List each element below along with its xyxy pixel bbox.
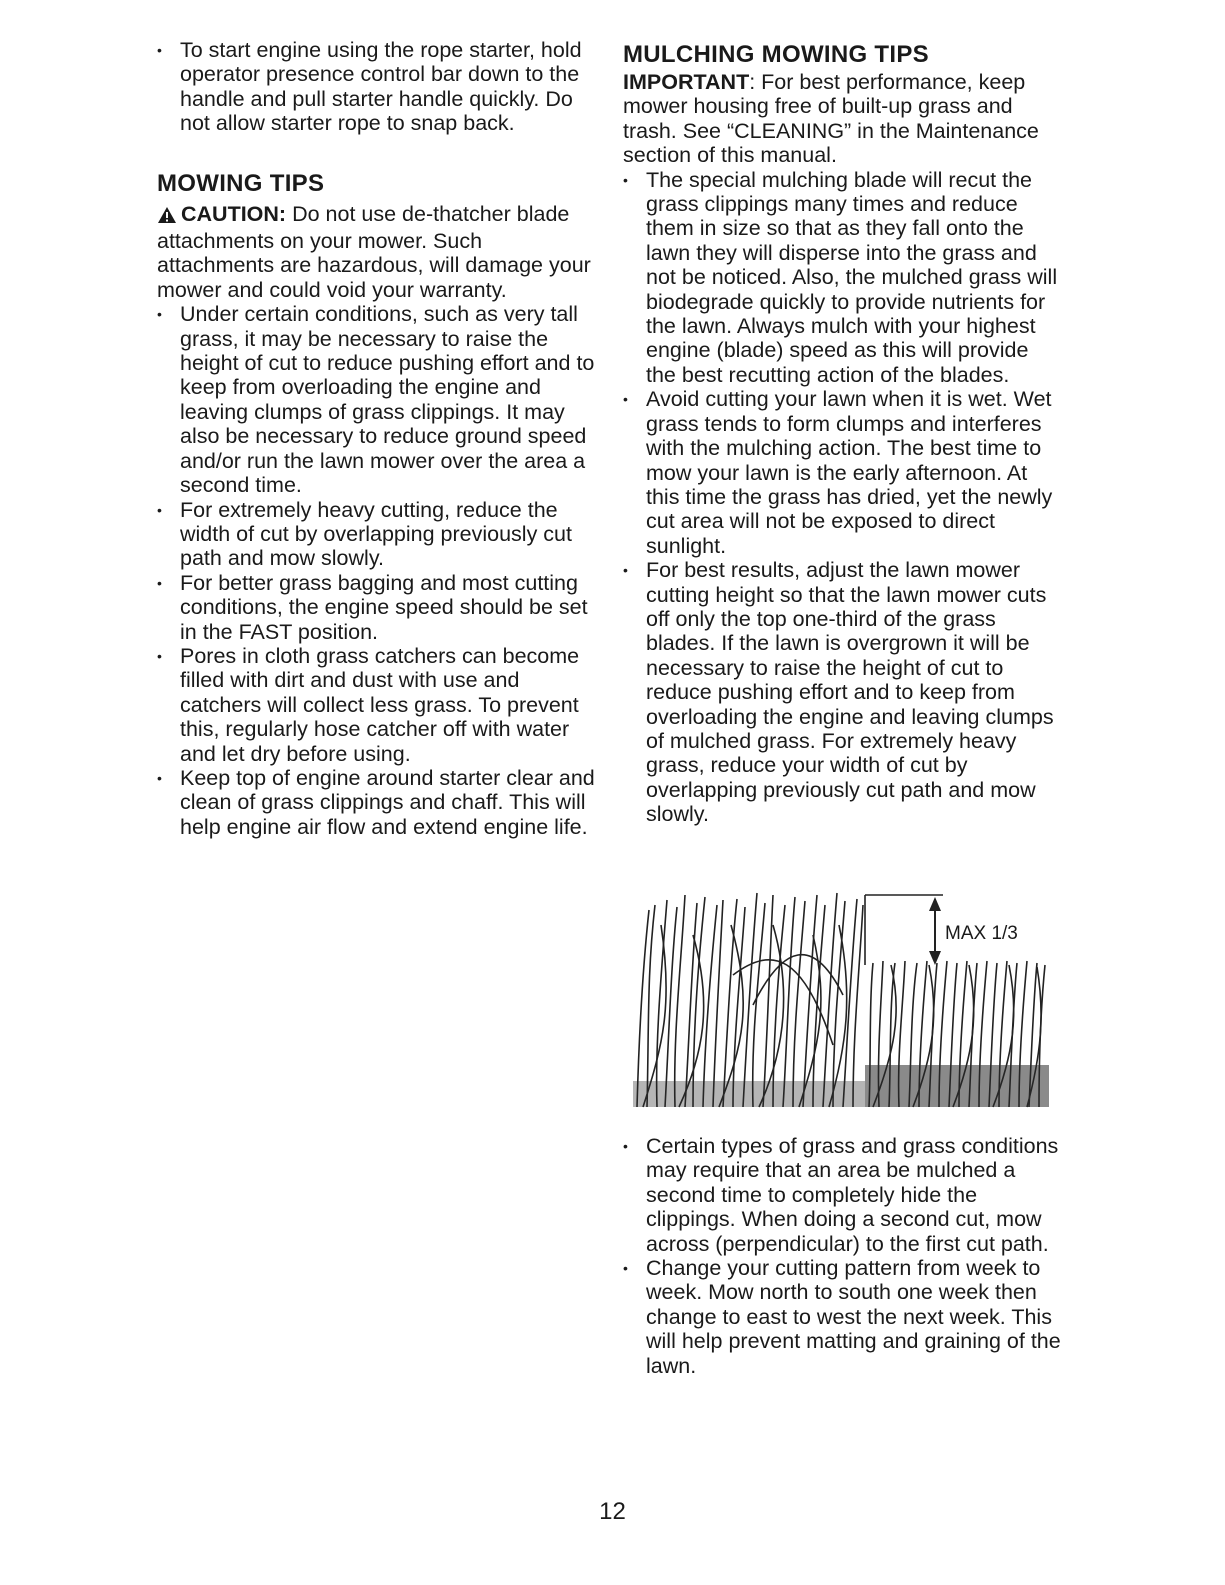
important-label: IMPORTANT: [623, 70, 750, 94]
list-item: • Avoid cutting your lawn when it is wet. Wet grass tends to form clumps and interferes with the mulching action. The best time to mow your lawn is the early afternoon. At this time the grass has dried, yet the newly cut area will not be exposed to direct sunlight.: [623, 387, 1063, 558]
list-item: • For better grass bagging and most cutting conditions, the engine speed should be set in the FAST position.: [157, 571, 597, 644]
list-item: • For best results, adjust the lawn mower cutting height so that the lawn mower cuts off only the top one-third of the grass blades. If the lawn is overgrown it will be necessary to raise the height of cut to reduce pushing effort and to keep from overloading the engine and leaving clumps of mulched grass. For extremely heavy grass, reduce your width of cut by overlapping previously cut path and mow slowly.: [623, 558, 1063, 826]
intro-bullet-list: [157, 38, 597, 136]
list-item: • Keep top of engine around starter clear and clean of grass clippings and chaff. This will help engine air flow and extend engine life.: [157, 766, 597, 839]
page-number: 12: [599, 1498, 626, 1525]
list-item: • For extremely heavy cutting, reduce the width of cut by overlapping previously cut path and mow slowly.: [157, 498, 597, 571]
list-item: • Certain types of grass and grass conditions may require that an area be mulched a second time to completely hide the clippings. When doing a second cut, mow across (perpendicular) to the first cut path.: [623, 1134, 1063, 1256]
mulching-tips-heading: MULCHING MOWING TIPS: [623, 41, 929, 68]
list-item: • Pores in cloth grass catchers can become filled with dirt and dust with use and catchers will collect less grass. To prevent this, regularly hose catcher off with water and let dry before using.: [157, 644, 597, 766]
caution-label: CAUTION:: [181, 201, 287, 226]
caution-paragraph: [157, 202, 597, 303]
important-text: : For best performance, keep mower housing free of built-up grass and trash. See “CLEANING” in the Maintenance section of this manual.: [623, 70, 1039, 168]
important-paragraph: [623, 70, 1063, 168]
mowing-tips-heading: MOWING TIPS: [157, 169, 325, 197]
right-column: [623, 40, 1063, 827]
list-item: • To start engine using the rope starter, hold operator presence control bar down to the handle and pull starter handle quickly. Do not allow starter rope to snap back.: [157, 38, 597, 136]
caution-text: Do not use de-thatcher blade attachments on your mower. Such attachments are hazardous, will damage your mower and could void your warranty.: [157, 201, 591, 302]
list-item: • The special mulching blade will recut the grass clippings many times and reduce them in size so that as they fall onto the lawn they will disperse into the grass and not be noticed. Also, the mulched grass will biodegrade quickly to provide nutrients for the lawn. Always mulch with your highest engine (blade) speed as this will provide the best recutting action of the blades.: [623, 168, 1063, 388]
mulching-tips-list-continued: [623, 1134, 1063, 1378]
left-column: [157, 38, 597, 839]
mowing-tips-list: [157, 302, 597, 839]
grass-height-figure: [633, 885, 1049, 1110]
right-column-lower: [623, 1134, 1063, 1378]
warning-triangle-icon: [157, 205, 177, 229]
list-item: • Change your cutting pattern from week to week. Mow north to south one week then change to east to west the next week. This will help prevent matting and graining of the lawn.: [623, 1256, 1063, 1378]
mulching-tips-list: [623, 168, 1063, 827]
max-one-third-label: MAX 1/3: [945, 923, 1018, 944]
list-item: • Under certain conditions, such as very tall grass, it may be necessary to raise the height of cut to reduce pushing effort and to keep from overloading the engine and leaving clumps of grass clippings. It may also be necessary to reduce ground speed and/or run the lawn mower over the area a second time.: [157, 302, 597, 497]
grass-illustration: [633, 885, 1049, 1110]
